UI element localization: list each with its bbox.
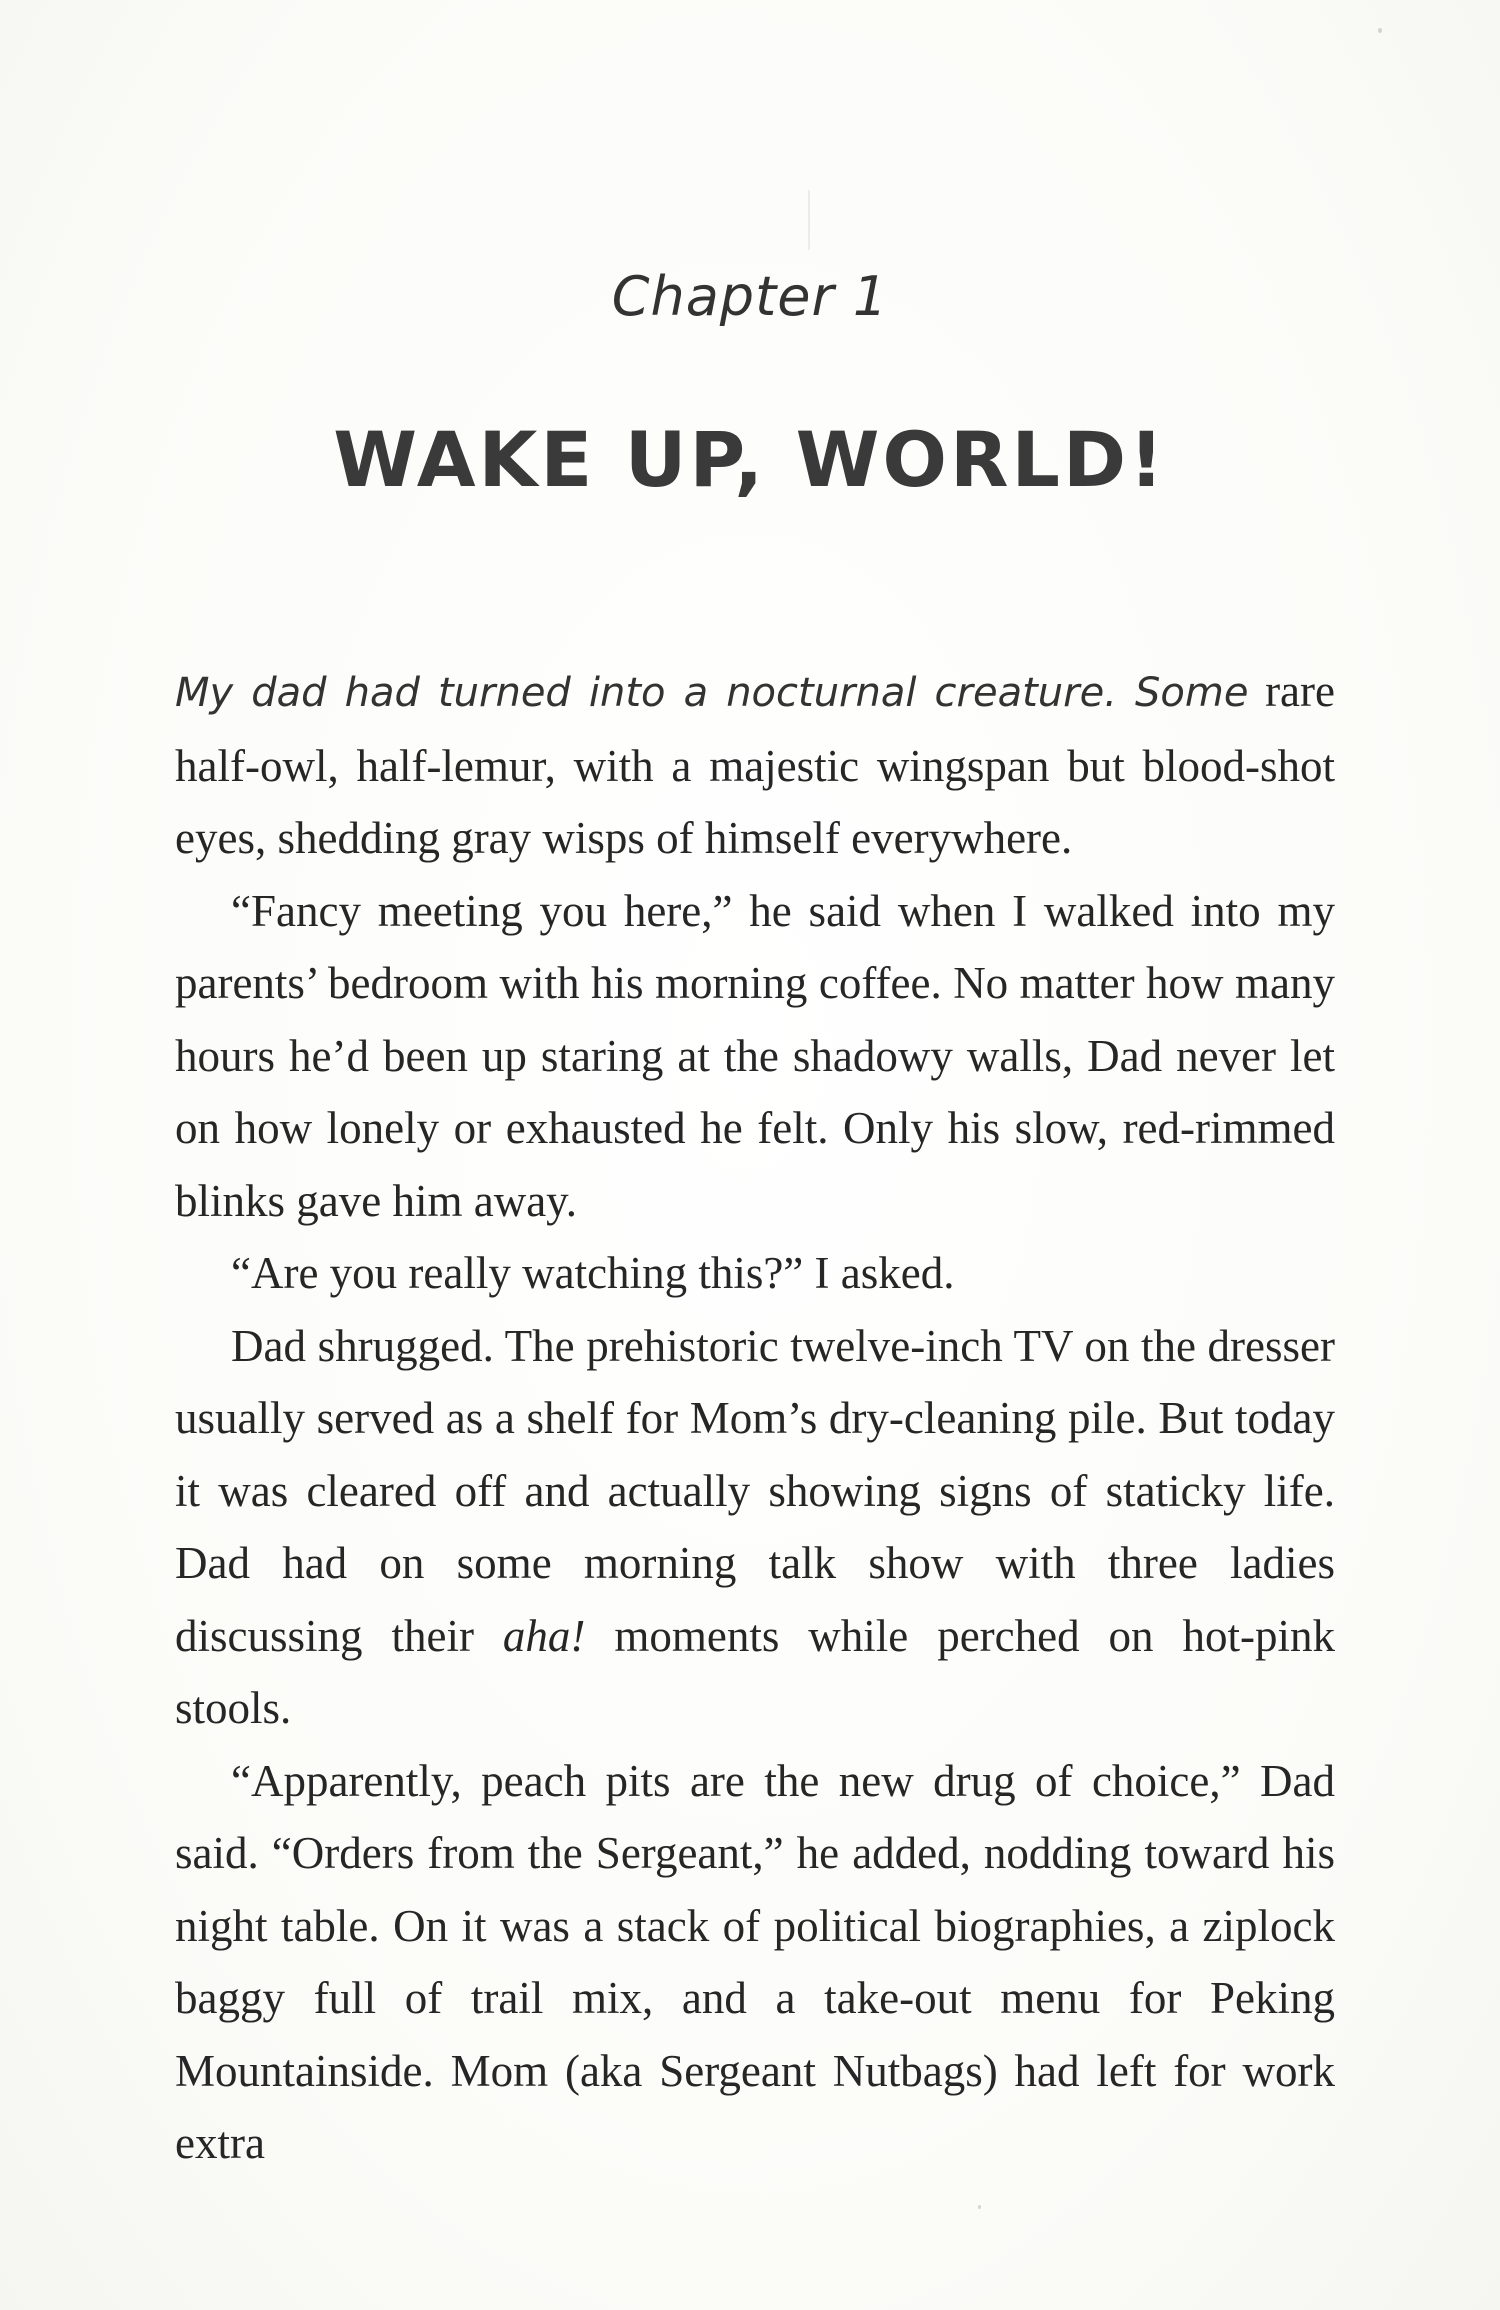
paragraph-2: “Fancy meeting you here,” he said when I walked into my parents’ bedroom with his morning coffee. No matter how many hours he’d been up staring at the shadowy walls, Dad never let on how lonely or exhausted he felt. Only his slow, red-rimmed blinks gave him away. (175, 885, 1335, 1226)
paragraph-1-text: rare half-owl, half-lemur, with a majestic wingspan but blood-shot eyes, shedding gray wisps of himself everywhere. (175, 666, 1335, 863)
paragraph-1 (175, 655, 1335, 875)
paragraph-4 (175, 1310, 1335, 1745)
paragraph-5: “Apparently, peach pits are the new drug of choice,” Dad said. “Orders from the Sergeant,” he added, nodding toward his night table. On it was a stack of political biographies, a ziplock baggy full of trail mix, and a take-out menu for Peking Mountainside. Mom (aka Sergeant Nutbags) had left for work extra (175, 1755, 1335, 2168)
emphasis-aha: aha! (502, 1610, 586, 1661)
paper-speck (978, 2205, 981, 2209)
chapter-title: WAKE UP, WORLD! (333, 415, 1167, 504)
paragraph-4-text-b: moments while perched on hot-pink stools. (175, 1610, 1335, 1733)
lead-in-text: My dad had turned into a nocturnal creature. Some (175, 670, 1249, 716)
chapter-body (175, 655, 1335, 2180)
paragraph-4-text-a: Dad shrugged. The prehistoric twelve-inch TV on the dresser usually served as a shelf for Mom’s dry-cleaning pile. But today it was cleared off and actually showing signs of staticky life. Dad had on some morning talk show with three ladies discussing their (175, 1320, 1335, 1661)
paper-speck (808, 190, 810, 250)
paper-speck (1378, 28, 1382, 33)
paragraph-3: “Are you really watching this?” I asked. (231, 1248, 955, 1298)
chapter-label: Chapter 1 (611, 265, 889, 328)
